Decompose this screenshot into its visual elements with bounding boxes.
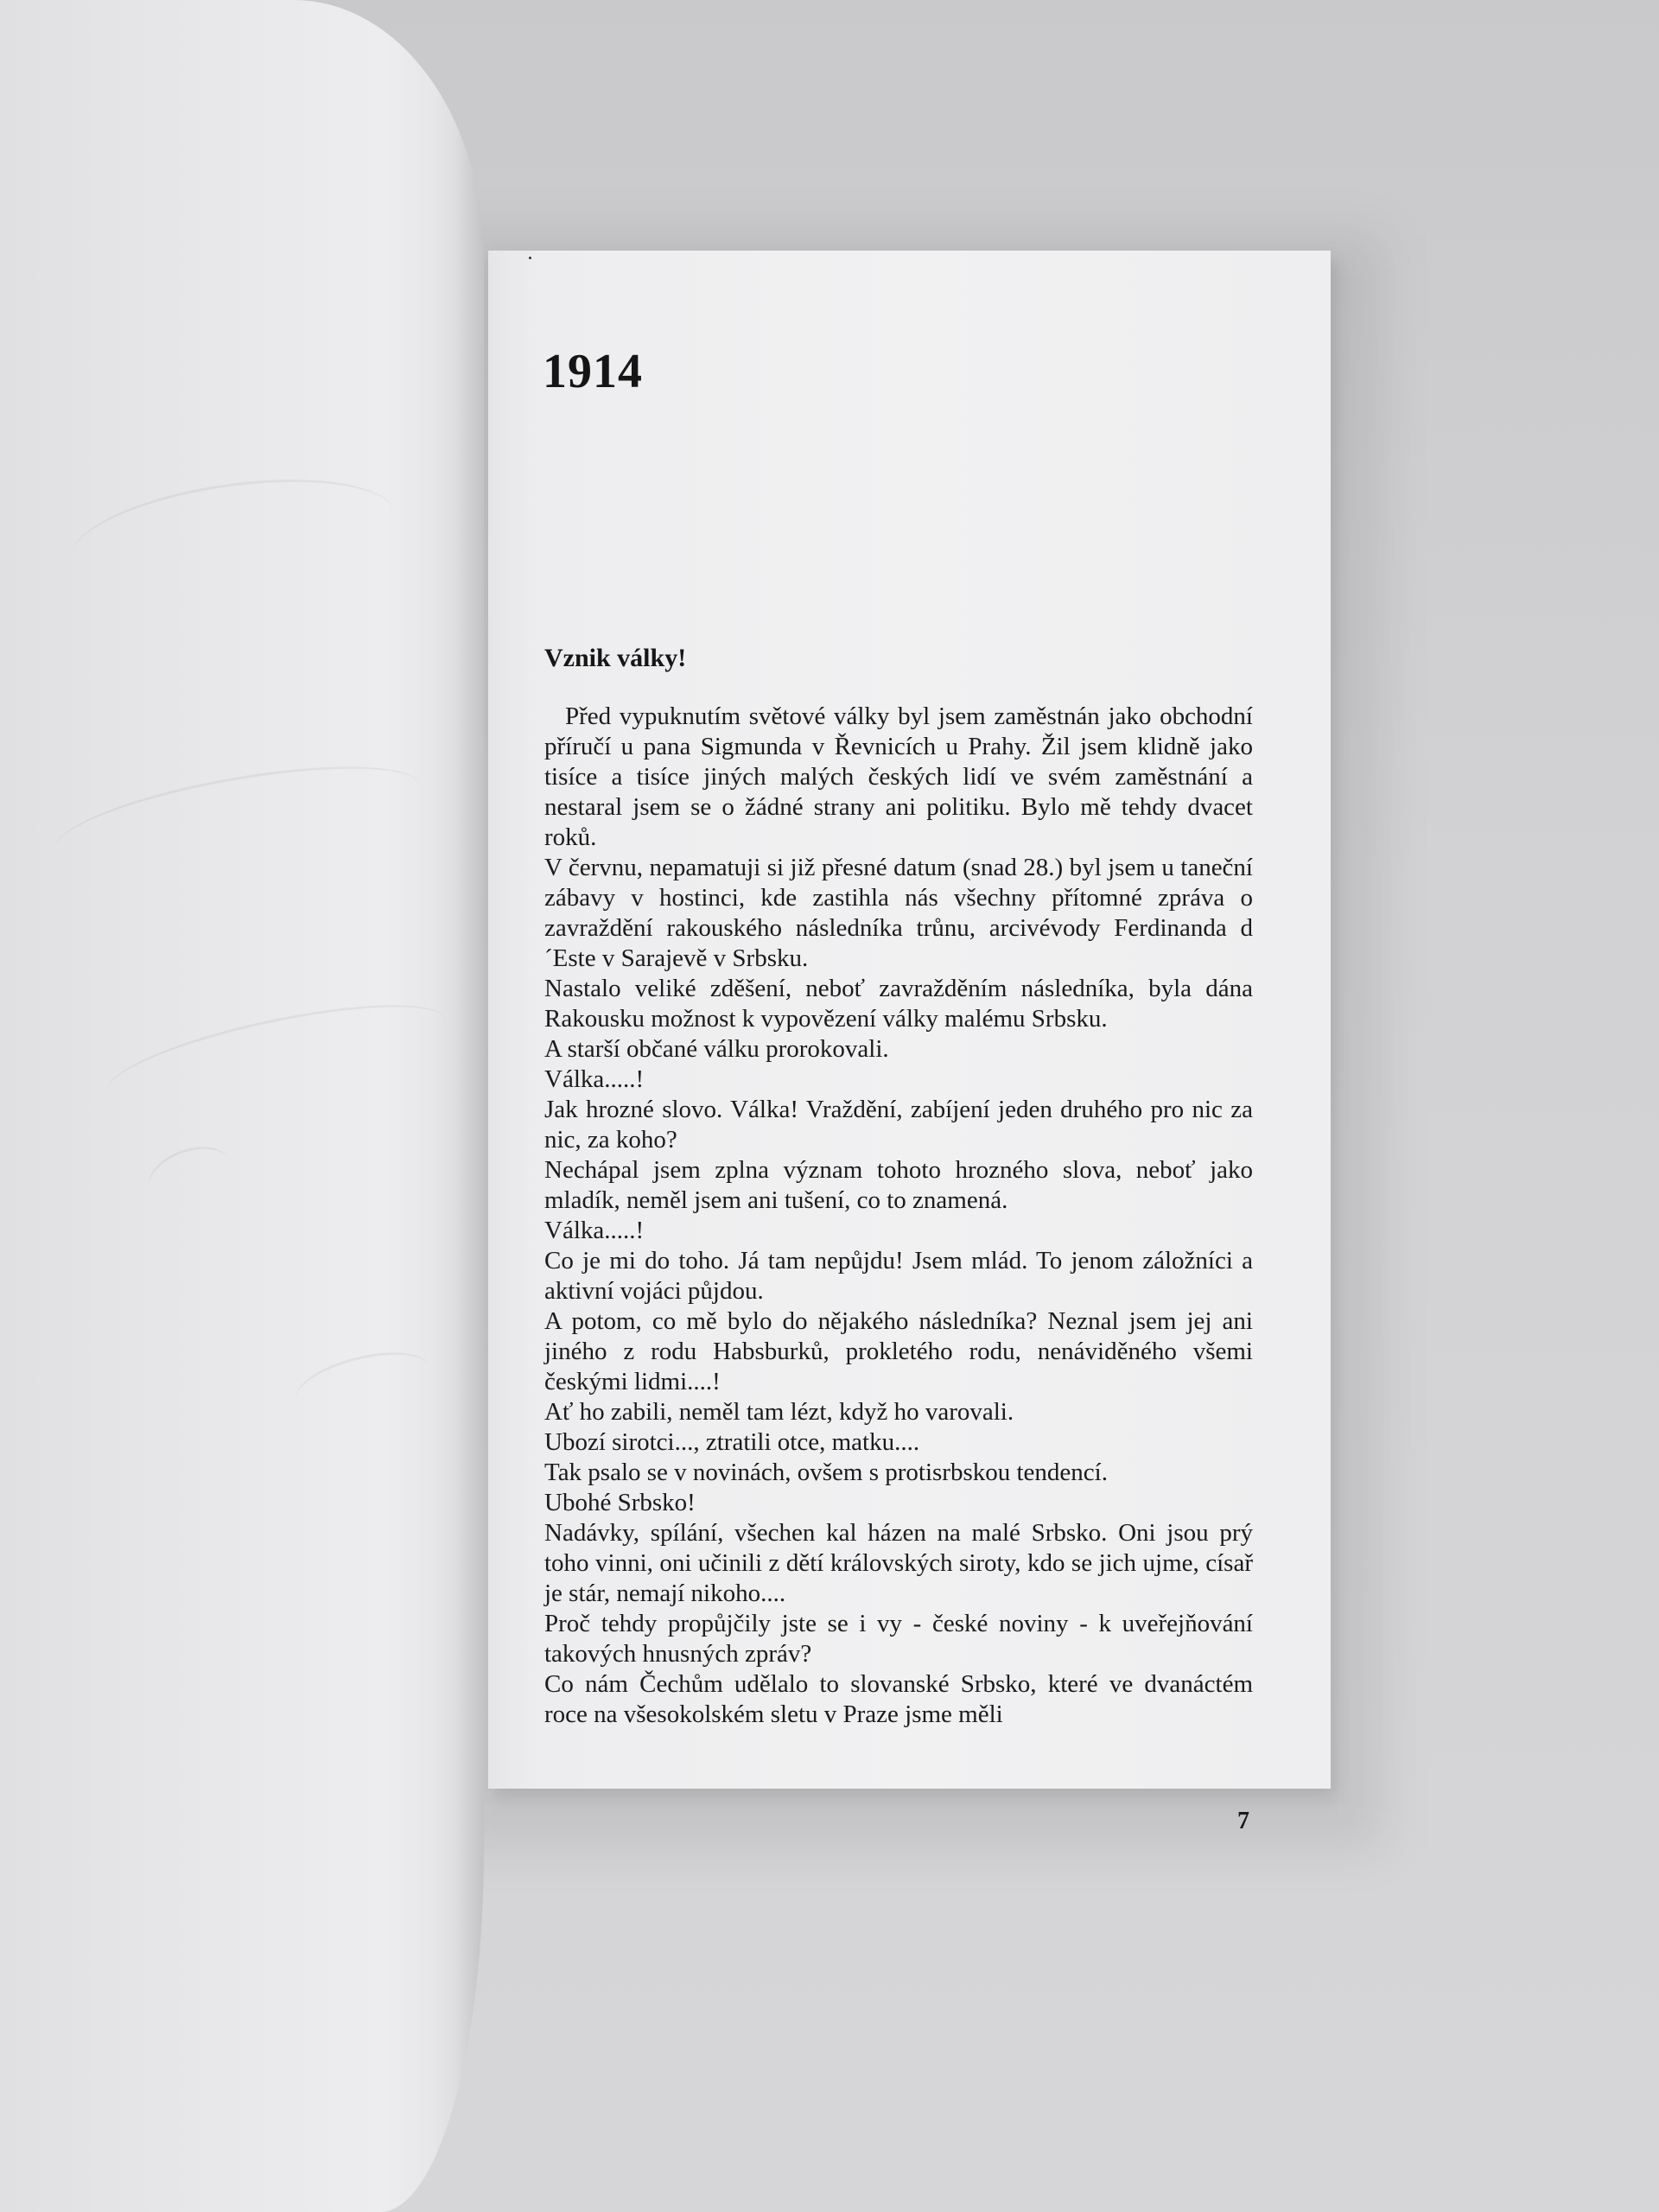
section-heading: Vznik války!	[544, 644, 687, 672]
paragraph: Válka.....!	[544, 1217, 645, 1244]
paragraph: Co je mi do toho. Já tam nepůjdu! Jsem mlád. To jenom záložníci a aktivní vojáci půjdou.	[544, 1247, 1253, 1305]
paragraph: Ubohé Srbsko!	[544, 1489, 696, 1516]
paragraph: Jak hrozné slovo. Válka! Vraždění, zabíjení jeden druhého pro nic za nic, za koho?	[544, 1096, 1253, 1154]
show-through-handwriting	[140, 1136, 240, 1217]
paragraph: Ať ho zabili, neměl tam lézt, když ho varovali.	[544, 1398, 1014, 1426]
left-book-page	[0, 0, 484, 2212]
show-through-handwriting	[289, 1341, 436, 1427]
show-through-handwriting	[48, 746, 428, 889]
show-through-handwriting	[63, 461, 403, 613]
paragraph: A potom, co mě bylo do nějakého následníka? Neznal jsem jej ani jiného z rodu Habsburků, prokletého rodu, nenáviděného všemi českými lidmi....!	[544, 1307, 1253, 1395]
page-speck	[529, 257, 531, 259]
chapter-title: 1914	[543, 345, 643, 398]
paragraph: Proč tehdy propůjčily jste se i vy - české noviny - k uveřejňování takových hnusných zpráv?	[544, 1610, 1253, 1668]
paragraph: Válka.....!	[544, 1065, 645, 1093]
page-curl-shade	[432, 0, 484, 2212]
paragraph: Před vypuknutím světové války byl jsem zaměstnán jako obchodní příručí u pana Sigmunda v Řevnicích u Prahy. Žil jsem klidně jako tisíce a tisíce jiných malých českých lidí ve svém zaměstnání a nestaral jsem se o žádné strany ani politiku. Bylo mě tehdy dvacet roků.	[544, 702, 1253, 851]
paragraph: Nadávky, spílání, všechen kal házen na malé Srbsko. Oni jsou prý toho vinni, oni učinili z dětí královských siroty, kdo se jich ujme, císař je stár, nemají nikoho....	[544, 1519, 1253, 1607]
page-number: 7	[1237, 1808, 1249, 1834]
paragraph: V červnu, nepamatuji si již přesné datum (snad 28.) byl jsem u taneční zábavy v hostinci, kde zastihla nás všechny přítomné zpráva o zavraždění rakouského následníka trůnu, arcivévody Ferdinanda d´Este v Sarajevě v Srbsku.	[544, 854, 1253, 972]
paragraph: Co nám Čechům udělalo to slovanské Srbsko, které ve dvanáctém roce na všesokolském sletu v Praze jsme měli	[544, 1670, 1253, 1728]
paragraph: Tak psalo se v novinách, ovšem s protisrbskou tendencí.	[544, 1459, 1108, 1486]
paragraph: Ubozí sirotci..., ztratili otce, matku....	[544, 1428, 920, 1456]
paragraph: Nastalo veliké zděšení, neboť zavražděním následníka, byla dána Rakousku možnost k vypovězení války malému Srbsku.	[544, 975, 1253, 1033]
show-through-handwriting	[100, 984, 454, 1126]
paragraph: A starší občané válku prorokovali.	[544, 1035, 889, 1063]
body-text	[544, 702, 1253, 1730]
paragraph: Nechápal jsem zplna význam tohoto hrozného slova, neboť jako mladík, neměl jsem ani tušení, co to znamená.	[544, 1156, 1253, 1214]
